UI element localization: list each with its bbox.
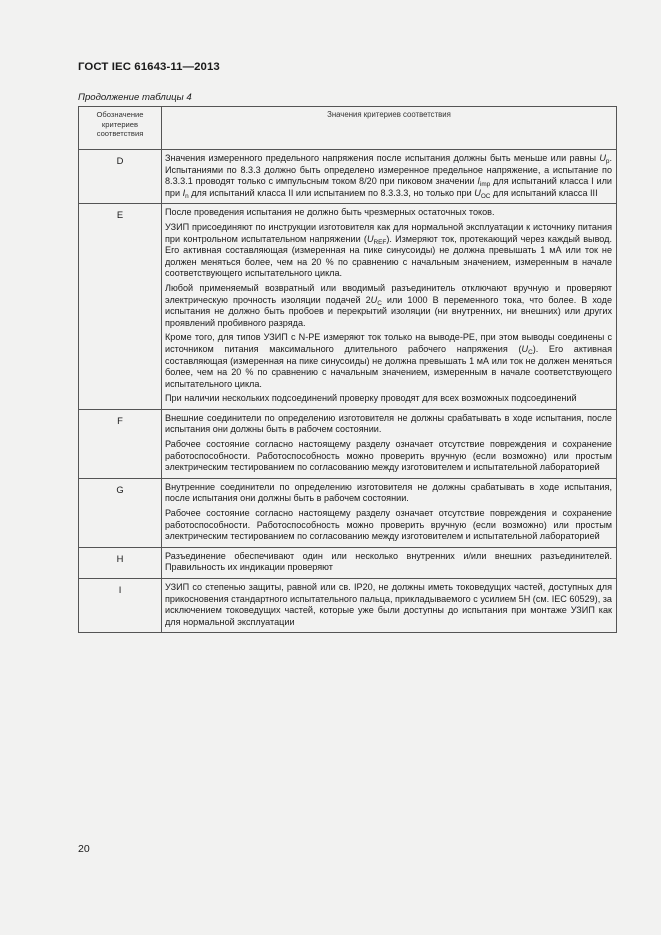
text-run: Значения измеренного предельного напряжения после испытания должны быть меньше или равны [165,153,600,163]
table-row-d [79,150,617,204]
criterion-description [162,204,617,410]
subscript: C [528,348,533,356]
text-run: ). Его активная составляющая (измеренная на пике синусоиды) не должна превышать 1 мА или ток не должен меняться более, чем на 20 % по сравнению с начальным значением, измеренным в начале соответствующего испытательного цикла. [165,343,612,389]
paragraph [165,153,612,199]
text-run: Кроме того, для типов УЗИП с N-PE измеряют ток только на выводе-PE, при этом выводы соединены с источником питания максимального длительного рабочего напряжения ( [165,332,612,354]
paragraph: Разъединение обеспечивают один или несколько внутренних и/или внешних разъединителей. Правильность их индикации проверяют [165,550,612,573]
criterion-description [162,478,617,547]
paragraph: Внутренние соединители по определению изготовителя не должны срабатывать в ходе испытания, после испытания они должны быть в рабочем состоянии. [165,481,612,504]
paragraph [165,283,612,329]
table-row-g [79,478,617,547]
table-row-f [79,409,617,478]
criteria-table [78,106,617,633]
variable: U [370,294,378,305]
paragraph: Рабочее состояние согласно настоящему разделу означает отсутствие повреждения и сохранение работоспособности. Работоспособность можно проверить вручную (если возможно) или простым электрическим тестированием по согласованию между изготовителем и испытательной лабораторией [165,439,612,473]
criterion-description [162,547,617,578]
criterion-code: I [79,579,162,633]
variable: U [474,187,481,198]
paragraph: УЗИП со степенью защиты, равной или св. IP20, не должны иметь токоведущих частей, доступных для прикосновения стандартного испытательного пальца, прикладываемого с усилием 5Н (см. IEC 60529), за исключением токоведущих частей, которые уже были доступны до испытания при монтаже УЗИП как для нормальной эксплуатации [165,582,612,627]
criterion-description [162,409,617,478]
text-run: для испытаний класса I или при [165,176,612,198]
variable: U [521,343,529,354]
document-header: ГОСТ IEC 61643-11—2013 [78,61,220,73]
criterion-description [162,579,617,633]
table-row-e [79,204,617,410]
subscript: n [185,192,189,200]
text-run: УЗИП присоединяют по инструкции изготовителя как для нормальной эксплуатации к источнику питания при контрольном испытательном напряжении ( [165,221,612,244]
table-row-i [79,579,617,633]
table-header-row [79,107,617,150]
criterion-code: D [79,150,162,204]
variable: I [477,176,480,187]
criterion-code: F [79,409,162,478]
criterion-code: E [79,204,162,410]
paragraph: При наличии нескольких подсоединений проверку проводят для всех возможных подсоединений [165,393,577,404]
text-run: Любой применяемый возвратный или вводимый разъединитель отключают вручную и проверяют электрическую прочность изоляции подачей 2 [165,282,612,305]
subscript: OC [480,192,491,200]
paragraph: После проведения испытания не должно быть чрезмерных остаточных токов. [165,207,495,218]
text-run: для испытаний класса III [490,187,598,198]
text-run: ). Измеряют ток, протекающий через каждый вывод. Его активная составляющая (измеренная на пике синусоиды) не должна превышать 1 мА или ток не должен меняться более, чем на 20 % по сравнению с начальным значением, измеренным в начале соответствующего испытательного цикла. [165,233,612,279]
text-run: . Испытаниями по 8.3.3 должно быть определено измеренное предельное напряжение, а испытание по 8.3.3.1 проводят только с импульсным током 8/20 при пиковом значении [165,153,612,187]
text-run: или 1000 В переменного тока, что более. В ходе испытания не должно быть пробоев и перекрытий изоляции (ни внутренних, ни внешних) или других проявлений пробивного разряда. [165,294,612,328]
col-header-designation: Обозначение критериев соответствия [79,107,162,150]
text-run: для испытаний класса II или испытанием по 8.3.3.3, но только при [188,187,475,198]
subscript: imp [479,181,491,189]
table-caption: Продолжение таблицы 4 [78,92,192,103]
col-header-values: Значения критериев соответствия [162,107,617,150]
subscript: C [377,299,382,307]
criterion-description [162,150,617,204]
criterion-code: G [79,478,162,547]
table-row-h [79,547,617,578]
subscript: p [605,158,610,165]
page-number: 20 [78,843,90,855]
paragraph: Внешние соединители по определению изготовителя не должны срабатывать в ходе испытания, после испытания они должны быть в рабочем состоянии. [165,412,612,435]
paragraph: Рабочее состояние согласно настоящему разделу означает отсутствие повреждения и сохранение работоспособности. Работоспособность можно проверить вручную (если возможно) или простым электрическим тестированием по согласованию между изготовителем и испытательной лабораторией [165,508,612,542]
paragraph [165,332,612,390]
variable: U [366,233,374,244]
subscript: REF [373,238,387,246]
variable: U [599,153,606,163]
paragraph [165,222,612,280]
criterion-code: H [79,547,162,578]
variable: I [182,187,186,198]
